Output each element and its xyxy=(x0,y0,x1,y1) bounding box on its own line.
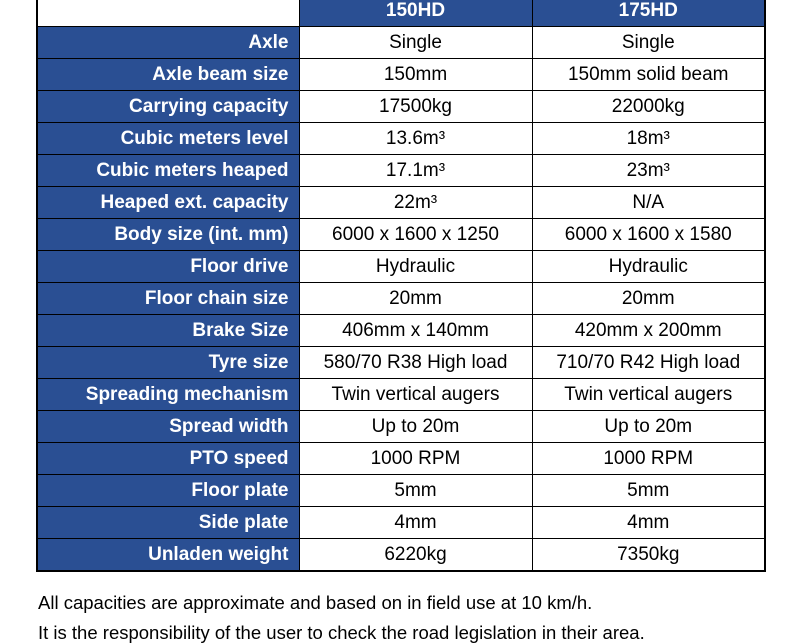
table-row xyxy=(37,443,765,475)
cell-175hd: 420mm x 200mm xyxy=(532,315,765,347)
cell-150hd: 1000 RPM xyxy=(299,443,532,475)
cell-150hd: Twin vertical augers xyxy=(299,379,532,411)
row-label: Brake Size xyxy=(37,315,299,347)
row-label: Axle beam size xyxy=(37,59,299,91)
row-label: Carrying capacity xyxy=(37,91,299,123)
table-row xyxy=(37,219,765,251)
table-row xyxy=(37,283,765,315)
row-label: Heaped ext. capacity xyxy=(37,187,299,219)
table-row xyxy=(37,539,765,572)
cell-175hd: 6000 x 1600 x 1580 xyxy=(532,219,765,251)
table-row xyxy=(37,123,765,155)
cell-175hd: 18m³ xyxy=(532,123,765,155)
table-row xyxy=(37,91,765,123)
cell-175hd: Twin vertical augers xyxy=(532,379,765,411)
table-row xyxy=(37,507,765,539)
row-label: Axle xyxy=(37,27,299,59)
cell-175hd: 7350kg xyxy=(532,539,765,572)
cell-175hd: Up to 20m xyxy=(532,411,765,443)
footnote-legislation: It is the responsibility of the user to check the road legislation in their area. xyxy=(38,622,645,643)
table-row xyxy=(37,315,765,347)
cell-150hd: Single xyxy=(299,27,532,59)
row-label: Tyre size xyxy=(37,347,299,379)
footnote-capacities: All capacities are approximate and based on in field use at 10 km/h. xyxy=(38,592,593,613)
row-label: Unladen weight xyxy=(37,539,299,572)
table-row xyxy=(37,59,765,91)
cell-175hd: 1000 RPM xyxy=(532,443,765,475)
row-label: Floor drive xyxy=(37,251,299,283)
table-row xyxy=(37,347,765,379)
table-row xyxy=(37,187,765,219)
cell-175hd: 4mm xyxy=(532,507,765,539)
cell-150hd: Up to 20m xyxy=(299,411,532,443)
column-header-150hd: 150HD xyxy=(299,0,532,27)
table-row xyxy=(37,251,765,283)
header-corner-cell xyxy=(37,0,299,27)
cell-150hd: 17.1m³ xyxy=(299,155,532,187)
cell-150hd: 4mm xyxy=(299,507,532,539)
cell-150hd: 6000 x 1600 x 1250 xyxy=(299,219,532,251)
cell-150hd: 22m³ xyxy=(299,187,532,219)
cell-150hd: 20mm xyxy=(299,283,532,315)
row-label: Body size (int. mm) xyxy=(37,219,299,251)
cell-150hd: 6220kg xyxy=(299,539,532,572)
cell-150hd: 580/70 R38 High load xyxy=(299,347,532,379)
table-row xyxy=(37,155,765,187)
table-row xyxy=(37,411,765,443)
cell-175hd: 20mm xyxy=(532,283,765,315)
row-label: Spread width xyxy=(37,411,299,443)
row-label: Spreading mechanism xyxy=(37,379,299,411)
cell-150hd: 5mm xyxy=(299,475,532,507)
cell-150hd: 17500kg xyxy=(299,91,532,123)
row-label: Cubic meters level xyxy=(37,123,299,155)
header-row xyxy=(37,0,765,27)
cell-175hd: N/A xyxy=(532,187,765,219)
row-label: Cubic meters heaped xyxy=(37,155,299,187)
column-header-175hd: 175HD xyxy=(532,0,765,27)
cell-175hd: Hydraulic xyxy=(532,251,765,283)
cell-175hd: 710/70 R42 High load xyxy=(532,347,765,379)
cell-175hd: 23m³ xyxy=(532,155,765,187)
cell-150hd: Hydraulic xyxy=(299,251,532,283)
cell-175hd: Single xyxy=(532,27,765,59)
table-row xyxy=(37,379,765,411)
table-row xyxy=(37,27,765,59)
spec-table xyxy=(36,0,766,572)
row-label: PTO speed xyxy=(37,443,299,475)
row-label: Side plate xyxy=(37,507,299,539)
cell-150hd: 13.6m³ xyxy=(299,123,532,155)
cell-175hd: 22000kg xyxy=(532,91,765,123)
cell-175hd: 150mm solid beam xyxy=(532,59,765,91)
table-row xyxy=(37,475,765,507)
row-label: Floor plate xyxy=(37,475,299,507)
cell-150hd: 150mm xyxy=(299,59,532,91)
cell-175hd: 5mm xyxy=(532,475,765,507)
cell-150hd: 406mm x 140mm xyxy=(299,315,532,347)
row-label: Floor chain size xyxy=(37,283,299,315)
